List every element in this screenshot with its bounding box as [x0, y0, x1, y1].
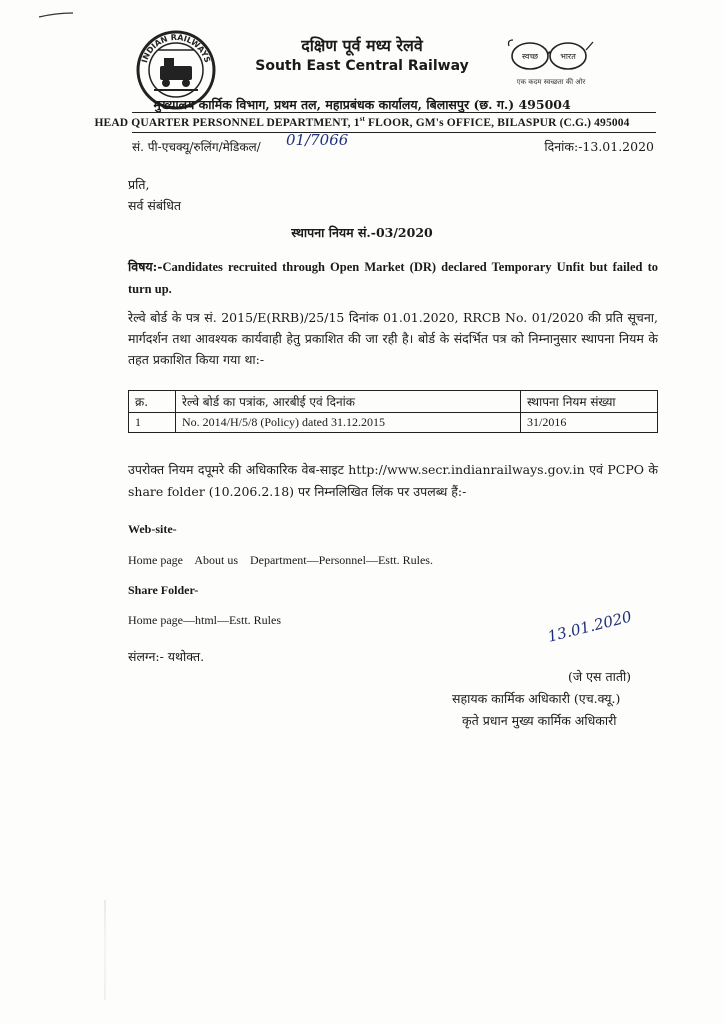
subject-label: विषय:- — [128, 259, 163, 274]
enclosure: संलग्न:- यथोक्त. — [128, 649, 205, 664]
table-cell: 31/2016 — [521, 413, 658, 433]
signatory-on-behalf: कृते प्रधान मुख्य कार्मिक अधिकारी — [462, 713, 617, 728]
letter-date: दिनांक:-13.01.2020 — [544, 139, 654, 154]
reference-number-handwritten: 01/7066 — [286, 131, 349, 149]
website-path: Home page About us Department—Personnel—Estt. Rules. — [128, 553, 433, 567]
pen-mark-icon — [38, 12, 74, 18]
signatory-name: (जे एस ताती) — [568, 669, 632, 684]
table-header-row — [129, 391, 658, 413]
reference-table — [128, 390, 658, 433]
share-folder-heading: Share Folder- — [128, 583, 199, 597]
svg-text:स्वच्छ: स्वच्छ — [521, 52, 539, 61]
swachh-tagline: एक कदम स्वच्छता की ओर — [516, 78, 586, 86]
paragraph-2: उपरोक्त नियम दपूमरे की अधिकारिक वेब-साइट http://www.secr.indianrailways.gov.in एवं PCPO के share folder (10.206.2.18) पर निम्नलिखित लिंक पर उपलब्ध हैं:- — [128, 462, 658, 499]
establishment-rule-number: स्थापना नियम सं.-03/2020 — [291, 225, 433, 240]
signatory-designation: सहायक कार्मिक अधिकारी (एच.क्यू.) — [452, 691, 621, 706]
share-folder-path: Home page—html—Estt. Rules — [128, 613, 281, 627]
address-english: HEAD QUARTER PERSONNEL DEPARTMENT, 1st FLOOR, GM's OFFICE, BILASPUR (C.G.) 495004 — [94, 115, 630, 129]
table-cell: 1 — [129, 413, 176, 433]
table-header-cell: क्र. — [129, 391, 176, 413]
org-name-hindi: दक्षिण पूर्व मध्य रेलवे — [301, 36, 423, 55]
handwritten-signature: 13.01.2020 — [545, 607, 634, 646]
table-header-cell: स्थापना नियम संख्या — [521, 391, 658, 413]
org-name-english: South East Central Railway — [255, 58, 469, 74]
subject — [128, 256, 658, 300]
paragraph-1: रेल्वे बोर्ड के पत्र सं. 2015/E(RRB)/25/15 दिनांक 01.01.2020, RRCB No. 01/2020 की प्रति सूचना, मार्गदर्शन तथा आवश्यक कार्यवाही हेतु प्रकाशित की जा रही है। बोर्ड के संदर्भित पत्र को निम्नानुसार स्थापना नियम के तहत प्रकाशित किया गया था:- — [128, 310, 658, 367]
header-rule-bottom — [132, 132, 656, 133]
table-header-cell: रेल्वे बोर्ड का पत्रांक, आरबीई एवं दिनांक — [176, 391, 521, 413]
website-heading: Web-site- — [128, 522, 177, 536]
svg-text:INDIAN RAILWAYS: INDIAN RAILWAYS — [140, 32, 212, 64]
recipient-all-concerned: सर्व संबंधित — [128, 198, 182, 213]
svg-text:भारत: भारत — [560, 52, 576, 61]
table-row — [129, 413, 658, 433]
reference-number: सं. पी-एचक्यू/रुलिंग/मेडिकल/ — [132, 140, 261, 154]
subject-text: Candidates recruited through Open Market (DR) declared Temporary Unfit but failed to turn up. — [128, 260, 658, 296]
address-hindi: मुख्यालय कार्मिक विभाग, प्रथम तल, महाप्रबंधक कार्यालय, बिलासपुर (छ. ग.) 495004 — [153, 97, 571, 112]
header-rule-top — [132, 112, 656, 113]
table-cell: No. 2014/H/5/8 (Policy) dated 31.12.2015 — [176, 413, 521, 433]
recipient-to: प्रति, — [128, 177, 150, 192]
scan-smudge — [104, 900, 106, 1000]
